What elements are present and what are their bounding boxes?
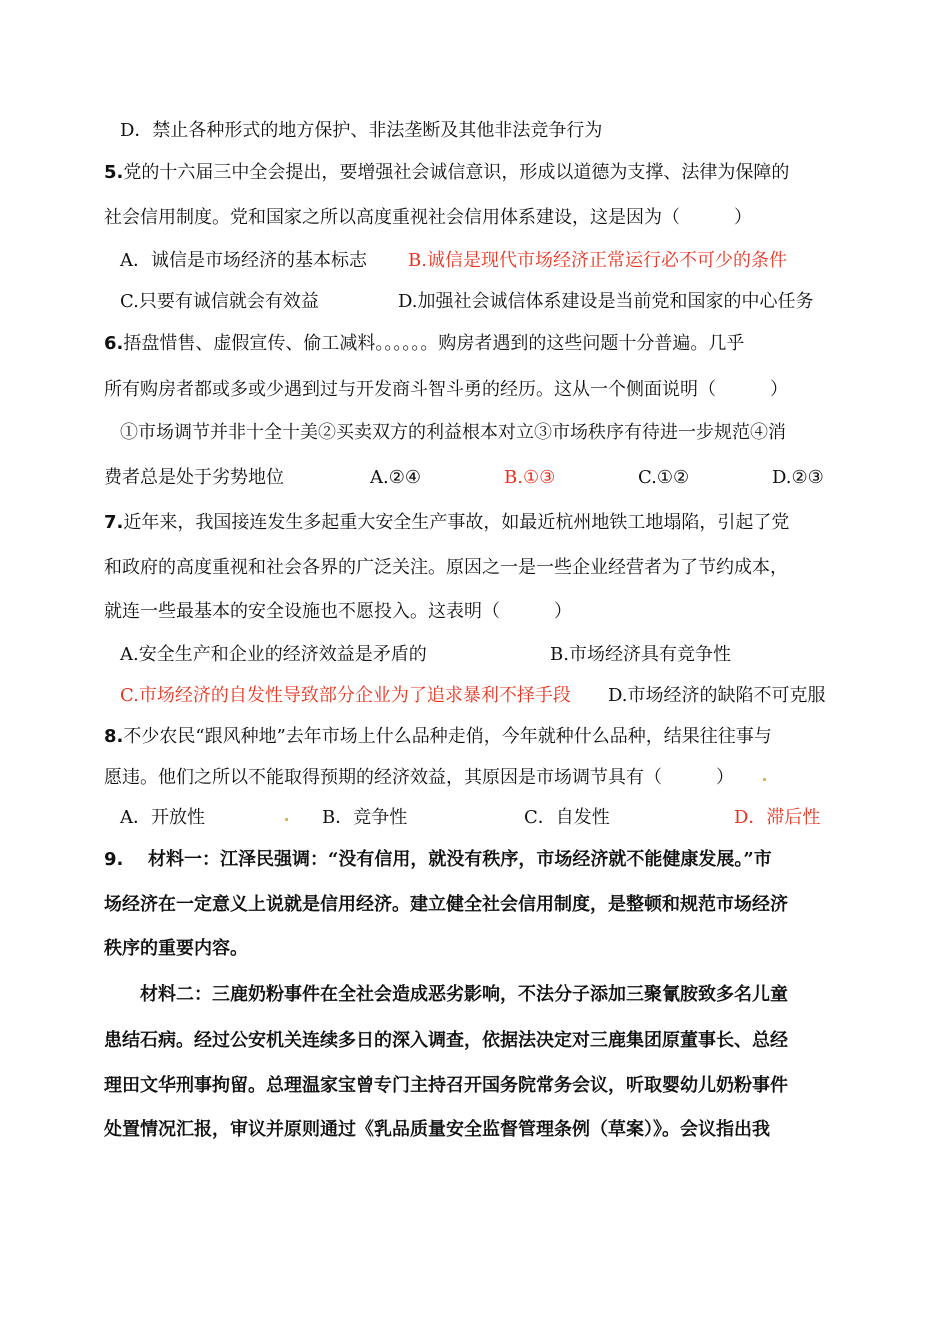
q6-option-a: A.②④ bbox=[370, 467, 421, 488]
q7-option-d: D.市场经济的缺陷不可克服 bbox=[608, 685, 826, 706]
q5-stem-line-1 bbox=[104, 161, 789, 185]
q9-material-1-line-1 bbox=[104, 848, 772, 872]
q8-option-d-answer: D．滞后性 bbox=[734, 807, 821, 828]
q7-stem-line-3: 就连一些最基本的安全设施也不愿投入。这表明（ ） bbox=[104, 601, 572, 622]
q6-number: 6. bbox=[104, 333, 124, 354]
q5-stem-line-2: 社会信用制度。党和国家之所以高度重视社会信用体系建设，这是因为（ ） bbox=[104, 207, 752, 228]
q8-number: 8. bbox=[104, 726, 124, 747]
q7-options-row-1 bbox=[120, 643, 840, 667]
q7-option-b: B.市场经济具有竞争性 bbox=[550, 644, 731, 665]
q6-stem-line-4: 费者总是处于劣势地位 bbox=[104, 467, 284, 488]
q9-material-2-line-3: 理田文华刑事拘留。总理温家宝曾专门主持召开国务院常务会议，听取婴幼儿奶粉事件 bbox=[104, 1075, 788, 1096]
q5-stem-text: 党的十六届三中全会提出，要增强社会诚信意识，形成以道德为支撑、法律为保障的 bbox=[123, 162, 790, 183]
q8-stem-text: 不少农民“跟风种地”去年市场上什么品种走俏，今年就种什么品种，结果往往事与 bbox=[123, 726, 772, 747]
q9-material-1-line-2: 场经济在一定意义上说就是信用经济。建立健全社会信用制度，是整顿和规范市场经济 bbox=[104, 894, 788, 915]
q5-option-b-answer: B.诚信是现代市场经济正常运行必不可少的条件 bbox=[408, 250, 787, 271]
q6-options-row bbox=[104, 466, 844, 490]
q6-option-d: D.②③ bbox=[772, 467, 824, 488]
q7-stem-text: 近年来，我国接连发生多起重大安全生产事故，如最近杭州地铁工地塌陷，引起了党 bbox=[123, 512, 790, 533]
q5-options-row-2 bbox=[120, 290, 850, 314]
q5-options-row-1 bbox=[120, 249, 840, 273]
q9-material-2-line-4: 处置情况汇报，审议并原则通过《乳品质量安全监督管理条例（草案）》。会议指出我 bbox=[104, 1119, 770, 1140]
q8-stem-line-1 bbox=[104, 725, 772, 749]
scan-artifact-dot bbox=[763, 778, 766, 781]
q9-number: 9. bbox=[104, 849, 124, 870]
q9-material-2-line-2: 患结石病。经过公安机关连续多日的深入调查，依据法决定对三鹿集团原董事长、总经 bbox=[104, 1030, 788, 1051]
q8-option-b: B．竞争性 bbox=[322, 807, 408, 828]
q7-options-row-2 bbox=[120, 684, 850, 708]
q8-options-row bbox=[120, 806, 840, 830]
q9-material-1-text: 材料一：江泽民强调：“没有信用，就没有秩序，市场经济就不能健康发展。”市 bbox=[148, 849, 772, 870]
q5-option-c: C.只要有诚信就会有效益 bbox=[120, 291, 319, 312]
q8-stem-line-2: 愿违。他们之所以不能取得预期的经济效益，其原因是市场调节具有（ ） bbox=[104, 767, 734, 788]
scan-artifact-dot bbox=[285, 818, 288, 821]
q7-stem-line-2: 和政府的高度重视和社会各界的广泛关注。原因之一是一些企业经营者为了节约成本， bbox=[104, 557, 788, 578]
q9-material-1-line-3: 秩序的重要内容。 bbox=[104, 938, 248, 959]
q7-option-a: A.安全生产和企业的经济效益是矛盾的 bbox=[120, 644, 427, 665]
q7-number: 7. bbox=[104, 512, 124, 533]
q5-option-a: A．诚信是市场经济的基本标志 bbox=[120, 250, 367, 271]
q7-stem-line-1 bbox=[104, 511, 789, 535]
q6-stem-line-1 bbox=[104, 332, 744, 356]
q5-option-d: D.加强社会诚信体系建设是当前党和国家的中心任务 bbox=[398, 291, 814, 312]
q9-material-2-line-1: 材料二：三鹿奶粉事件在全社会造成恶劣影响，不法分子添加三聚氰胺致多名儿童 bbox=[140, 984, 788, 1005]
q7-option-c-answer: C.市场经济的自发性导致部分企业为了追求暴利不择手段 bbox=[120, 685, 571, 706]
q6-stem-line-2: 所有购房者都或多或少遇到过与开发商斗智斗勇的经历。这从一个侧面说明（ ） bbox=[104, 379, 788, 400]
q8-option-a: A．开放性 bbox=[120, 807, 205, 828]
q6-option-b-answer: B.①③ bbox=[504, 467, 556, 488]
q8-option-c: C．自发性 bbox=[524, 807, 610, 828]
q4-option-d: D．禁止各种形式的地方保护、非法垄断及其他非法竞争行为 bbox=[120, 120, 603, 141]
q6-option-c: C.①② bbox=[638, 467, 690, 488]
q6-stem-text: 捂盘惜售、虚假宣传、偷工减料。。。。。。购房者遇到的这些问题十分普遍。几乎 bbox=[123, 333, 745, 354]
q5-number: 5. bbox=[104, 162, 124, 183]
q6-stem-line-3: ①市场调节并非十全十美②买卖双方的利益根本对立③市场秩序有待进一步规范④消 bbox=[120, 422, 786, 443]
